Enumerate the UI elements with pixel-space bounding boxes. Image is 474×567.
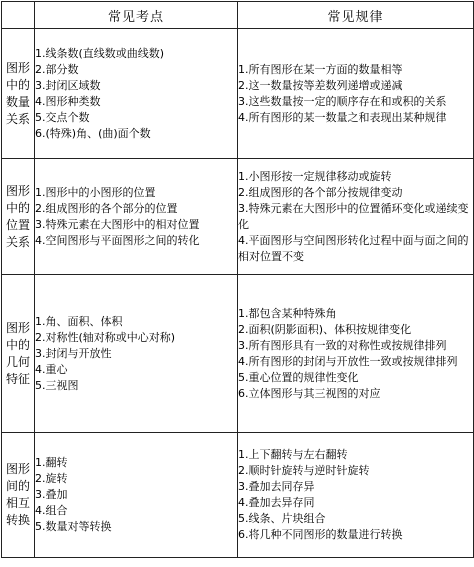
point-item: 3.叠加 [35, 488, 68, 501]
header-points: 常见考点 [35, 2, 238, 29]
category-char-line: 中的 [5, 337, 30, 352]
point-item: 1.翻转 [35, 456, 68, 469]
rule-item: 5.重心位置的规律性变化 [238, 370, 359, 384]
rules-cell [238, 29, 474, 159]
point-item: 4.图形种类数 [35, 94, 101, 108]
category-char-line: 中的 [5, 200, 30, 215]
rule-item: 4.所有图形的某一数量之和表现出某种规律 [238, 110, 447, 124]
row-category [2, 433, 35, 558]
points-cell [35, 433, 238, 558]
header-rules: 常见规律 [238, 2, 474, 29]
points-cell [35, 159, 238, 275]
rule-item: 3.叠加去同存异 [238, 480, 315, 493]
rule-item: 2.顺时针旋转与逆时针旋转 [238, 464, 370, 477]
rule-item: 1.都包含某种特殊角 [238, 306, 337, 320]
rule-item: 4.平面图形与空间图形转化过程中面与面之间的相对位置不变 [238, 233, 469, 263]
point-item: 5.交点个数 [35, 110, 90, 124]
category-char-line: 相互 [5, 496, 30, 510]
point-item: 4.组合 [35, 504, 68, 517]
header-row [2, 2, 474, 29]
rule-item: 2.这一数量按等差数列递增或递减 [238, 78, 403, 92]
category-char-line: 间的 [5, 479, 30, 493]
rules-cell [238, 275, 474, 433]
row-category [2, 275, 35, 433]
rules-cell [238, 159, 474, 275]
point-item: 2.对称性(轴对称或中心对称) [35, 330, 176, 344]
point-item: 6.(特殊)角、(曲)面个数 [35, 126, 151, 140]
points-cell [35, 275, 238, 433]
rule-item: 6.将几种不同图形的数量进行转换 [238, 528, 403, 541]
category-char-line: 图形 [5, 60, 30, 75]
category-char-line: 几何 [5, 354, 30, 369]
row-category [2, 29, 35, 159]
rule-item: 2.组成图形的各个部分按规律变动 [238, 185, 403, 199]
header-corner [2, 2, 35, 29]
category-char-line: 中的 [5, 77, 30, 92]
rule-item: 1.上下翻转与左右翻转 [238, 448, 348, 461]
point-item: 3.封闭区域数 [35, 78, 101, 92]
rule-item: 3.这些数量按一定的顺序存在和或积的关系 [238, 94, 447, 108]
rule-item: 2.面积(阴影面积)、体积按规律变化 [238, 322, 412, 336]
rule-item: 3.特殊元素在大图形中的位置循环变化或递续变化 [238, 201, 469, 231]
point-item: 5.三视图 [35, 378, 79, 392]
point-item: 3.特殊元素在大图形中的相对位置 [35, 217, 200, 231]
row-category [2, 159, 35, 275]
point-item: 3.封闭与开放性 [35, 346, 112, 360]
category-char-line: 数量 [5, 94, 30, 109]
category-char-line: 位置 [5, 217, 30, 232]
category-char-line: 图形 [5, 462, 30, 476]
knowledge-table [1, 1, 474, 558]
table-row [2, 275, 474, 433]
category-char-line: 关系 [5, 234, 30, 249]
rule-item: 4.所有图形的封闭与开放性一致或按规律排列 [238, 354, 458, 368]
rule-item: 3.所有图形具有一致的对称性或按规律排列 [238, 338, 447, 352]
category-char-line: 特征 [5, 371, 30, 386]
table-row [2, 29, 474, 159]
point-item: 1.图形中的小图形的位置 [35, 185, 156, 199]
point-item: 2.旋转 [35, 472, 68, 485]
rule-item: 1.小图形按一定规律移动或旋转 [238, 169, 392, 183]
table-row [2, 433, 474, 558]
point-item: 5.数量对等转换 [35, 520, 112, 533]
table-row [2, 159, 474, 275]
point-item: 2.组成图形的各个部分的位置 [35, 201, 178, 215]
point-item: 1.角、面积、体积 [35, 314, 123, 328]
rule-item: 5.线条、片块组合 [238, 512, 326, 525]
point-item: 1.线条数(直线数或曲线数) [35, 46, 165, 60]
rule-item: 1.所有图形在某一方面的数量相等 [238, 62, 403, 76]
rule-item: 4.叠加去异存同 [238, 496, 315, 509]
point-item: 4.空间图形与平面图形之间的转化 [35, 233, 200, 247]
category-char-line: 关系 [5, 111, 30, 126]
rules-cell [238, 433, 474, 558]
points-cell [35, 29, 238, 159]
point-item: 4.重心 [35, 362, 68, 376]
category-char-line: 图形 [5, 183, 30, 198]
category-char-line: 转换 [5, 513, 30, 527]
category-char-line: 图形 [5, 320, 30, 335]
point-item: 2.部分数 [35, 62, 79, 76]
rule-item: 6.立体图形与其三视图的对应 [238, 386, 381, 400]
